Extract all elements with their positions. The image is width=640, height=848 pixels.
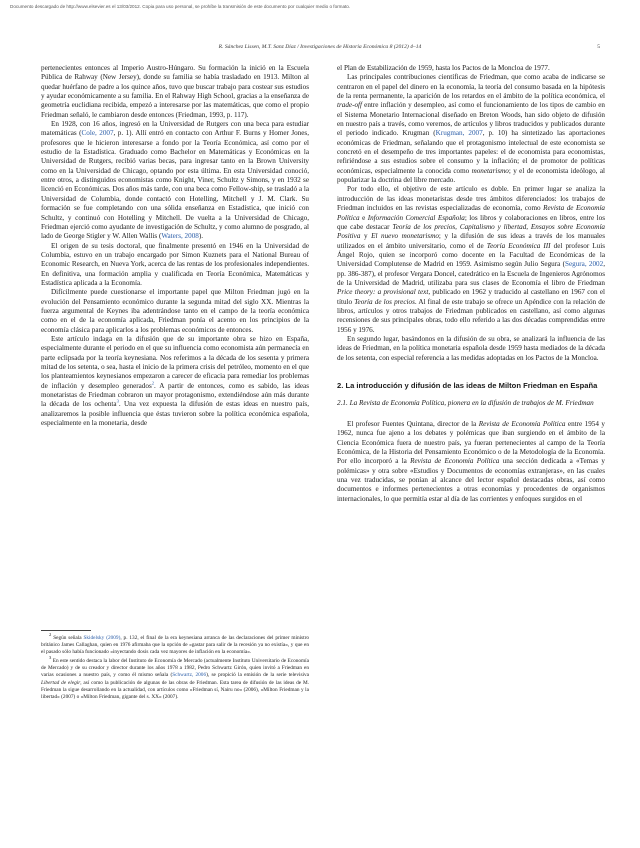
citation-link[interactable]: Cole, 2007 [81,129,114,138]
paragraph: pertenecientes entonces al Imperio Austro-Húngaro. Su formación la inició en la Escuela Pública de Rahway (New Jersey), donde su familia se había trasladado en 1913. Milton al quedar huérfano de padre a los quince años, tuvo que buscar trabajo para costear sus estudios y ayudar económicamente a su familia. En el Rahway High School, gracias a la enseñanza de geometría euclidiana recibida, empezó a interesarse por las matemáticas, que como el propio Friedman señaló, le cambiaron desde entonces (Friedman, 1993, p. 117). [41,64,309,119]
footnote-ref[interactable]: 2 [151,380,155,386]
subsection-heading: 2.1. La Revista de Economía Política, pionera en la difusión de trabajos de M. Friedman [337,398,594,407]
section-heading: 2. La introducción y difusión de las ideas de Milton Friedman en España [337,381,598,390]
paragraph: El profesor Fuentes Quintana, director de la Revista de Economía Política entre 1954 y 1962, nunca fue ajeno a los debates y polémicas que iban surgiendo en el ámbito de la Ciencia Económica fuera de nuestro país, ya fueran pertenecientes al campo de la Teoría Económica, de la Historia del Pensamiento Económico o de la Metodología de la Economía. Por ello incorporó a la Revista de Economía Política una sección dedicada a «Temas y polémicas» y otra sobre «Estudios y Documentos de economías extranjeras», en las cuales una vez traducidas, se ponían al alcance del lector español destacadas obras, así como documentos e informes pertenecientes a otras economías y procedentes de organismos internacionales, lo que permitía estar al día de las corrientes y enfoques surgidos en el [337,420,605,503]
running-head-title: R. Sánchez Lissen, M.T. Sanz Díaz / Investigaciones de Historia Económica 8 (2012) 4–14 [218,44,422,50]
citation-link[interactable]: Schwartz, 2006 [172,672,207,679]
paragraph: El origen de su tesis doctoral, que finalmente presentó en 1946 en la Universidad de Columbia, estuvo en un trabajo encargado por Simon Kuznets para el National Bureau of Economic Research, en Nueva York, acerca de las rentas de los profesionales independientes. En definitiva, una formación amplia y cualificada en Teoría Económica, Matemáticas y Estadística aplicada a la Economía. [41,241,309,287]
left-column [41,64,309,428]
paragraph: el Plan de Estabilización de 1959, hasta los Pactos de la Moncloa de 1977. [337,64,550,72]
right-column [337,64,605,504]
footnotes [41,630,309,703]
citation-link[interactable]: Segura, 2002 [564,260,604,269]
citation-link[interactable]: Waters, 2008 [161,232,199,241]
paragraph: Este artículo indaga en la difusión que de su importante obra se hizo en España, especialmente durante el periodo en el que su influencia como economista aún permanecía en parte eclipsada por la teoría keynesiana. Nos referimos a la década de los sesenta y primera mitad de los setenta, o sea, hasta el inicio de la primera crisis del petróleo, momento en el que los planteamientos keynesianos empezaron a carecer de eficacia para remediar los problemas de inflación y desempleo generados$^2$. A partir de entonces, como es sabido, las ideas monetaristas de Friedman cobraron un mayor protagonismo, extendiéndose aún más durante la década de los ochenta$^3$. Una vez expuesta la difusión de estas ideas en nuestro país, analizaremos la posible influencia que éstas tuvieron sobre la política económica española, especialmente en la monetaria, desde [41,334,309,428]
citation-link[interactable]: Krugman, 2007 [435,129,483,138]
paragraph: Difícilmente puede cuestionarse el importante papel que Milton Friedman jugó en la evolución del Pensamiento económico durante la segunda mitad del siglo XX. Mientras la fuerza argumental de Keynes iba adentrándose tanto en el campo de la teoría económica como en el de la economía aplicada, Friedman ponía el acento en los principios de la economía clásica para aplicarlos a los problemas económicos de entonces. [41,288,309,334]
running-head [40,44,600,54]
paragraph: Por todo ello, el objetivo de este artículo es doble. En primer lugar se analiza la introducción de las ideas monetaristas desde tres ámbitos diferenciados: los trabajos de Friedman incluidos en las revistas especializadas de economía, como Revista de Economía Política e Información Comercial Española; los libros y colaboraciones en libros, entre los que cabe destacar Teoría de los precios, Capitalismo y libertad, Ensayos sobre Economía Positiva y El nuevo monetarismo; y la difusión de sus ideas a través de los manuales utilizados en el ámbito universitario, como el de Teoría Económica III del profesor Luis Ángel Rojo, quien se incorporó como docente en la Facultad de Económicas de la Universidad Complutense de Madrid en 1959. Asimismo según Julio Segura (Segura, 2002, pp. 386-387), el profesor Vergara Doncel, catedrático en la Escuela de Ingenieros Agrónomos de la Universidad de Madrid, utilizaba para sus clases de Economía el libro de Friedman Price theory: a provisional text, publicado en 1962 y traducido al castellano en 1967 con el título Teoría de los precios. Al final de este trabajo se ofrece un Apéndice con la relación de libros, artículos y otros trabajos de Friedman publicados en castellano, así como algunas recensiones de sus principales obras, todo ello referido a las dos décadas comprendidas entre 1956 y 1976. [337,185,606,334]
download-watermark: Documento descargado de http://www.elsevier.es el 13/03/2012. Copia para uso personal, se prohíbe la transmisión de este documento por cualquier medio o formato. [10,4,351,9]
paragraph: En segundo lugar, basándonos en la difusión de su obra, se analizará la influencia de las ideas de Friedman, en la política monetaria española desde 1959 hasta mediados de la década de los setenta, con especial referencia a las medidas adoptadas en los Pactos de la Moncloa. [337,334,605,362]
footnote-ref[interactable]: 3 [116,399,119,404]
footnote: $^2$ Según señala Skidelsky (2009), p. 132, el final de la era keynesiana arranca de las declaraciones del primer ministro británico James Callaghan, quien en 1976 afirmaba que la opción de «gastar para salir de la recesión ya no existía», y que en el pasado sólo había funcionado «inyectando dosis cada vez mayores de inflación en la economía». [41,632,310,656]
citation-link[interactable]: Skidelsky (2009) [83,635,121,641]
paragraph: Las principales contribuciones científicas de Friedman, que como acaba de indicarse se centraron en el papel del dinero en la economía, la teoría del consumo basada en la hipótesis de la renta permanente, la aparición de los retardos en el ámbito de la política económica, el trade-off entre inflación y desempleo, así como el funcionamiento de los tipos de cambio en el Sistema Monetario Internacional diseñado en Breton Woods, han sido objeto de difusión en nuestro país a través, como veremos, de artículos y libros traducidos y publicados durante el periodo indicado. Krugman (Krugman, 2007, p. 10) ha sintetizado las aportaciones económicas de Friedman, señalando que el protagonismo intelectual de este economista se concretó en el desempeño de tres importantes papeles: el de economista para economistas, refiriéndose a sus estudios sobre el consumo y la inflación; el de promotor de políticas económicas, especialmente la conocida como monetarismo; y el de economista ideólogo, al popularizar la doctrina del libre mercado. [337,73,605,185]
page-number: 5 [597,44,600,50]
footnote-rule [41,630,91,631]
footnote: $^3$ En este sentido destaca la labor del Instituto de Economía de Mercado (actualmente Instituto Universitario de Economía de Mercado) y de su creador y director durante los años 1978 a 1982, Pedro Schwartz Girón, quien invitó a Friedman en varias ocasiones a nuestro país, y como él mismo señala (Schwartz, 2006), se propició la emisión de la serie televisiva Libertad de elegir, así como la publicación de algunas de las obras de Friedman. Esta tarea de difusión de las ideas de M. Friedman la sigue desarrollando en la actualidad, con artículos como «Friedman sí, Nairu no» (2006), «Milton Friedman y la libertad» (2007) o «Milton Friedman, gigante del s. XX» (2007). [41,655,310,700]
paragraph: En 1928, con 16 años, ingresó en la Universidad de Rutgers con una beca para estudiar matemáticas (Cole, 2007, p. 1). Allí entró en contacto con Arthur F. Burns y Homer Jones, profesores que le hicieron interesarse a fondo por la Teoría Económica, así como por el estudio de la Estadística. Graduado como Bachelor en Matemáticas y Económicas en la Universidad de Rutgers, recibió varias becas, para ingresar tanto en la Brown University como en la Universidad de Chicago, optando por esta última. En esta Universidad conoció, entre otros, a distinguidos economistas como Knight, Viner, Schultz y Simons, y en 1932 se licenció en Económicas. Dos años más tarde, con una beca como Fellow-ship, se trasladó a la Universidad de Columbia, donde contactó con Hotelling, Mitchell y J. M. Clark. Su formación se fue completando con una sólida enseñanza en Estadística, que inició con Schultz, y continuó con Hotelling y Mitchell. De vuelta a la Universidad de Chicago, Friedman ejerció como ayudante de investigación de Schultz, y como alumno de posgrado, al lado de George Stigler y W. Allen Wallis (Waters, 2008). [41,120,309,241]
